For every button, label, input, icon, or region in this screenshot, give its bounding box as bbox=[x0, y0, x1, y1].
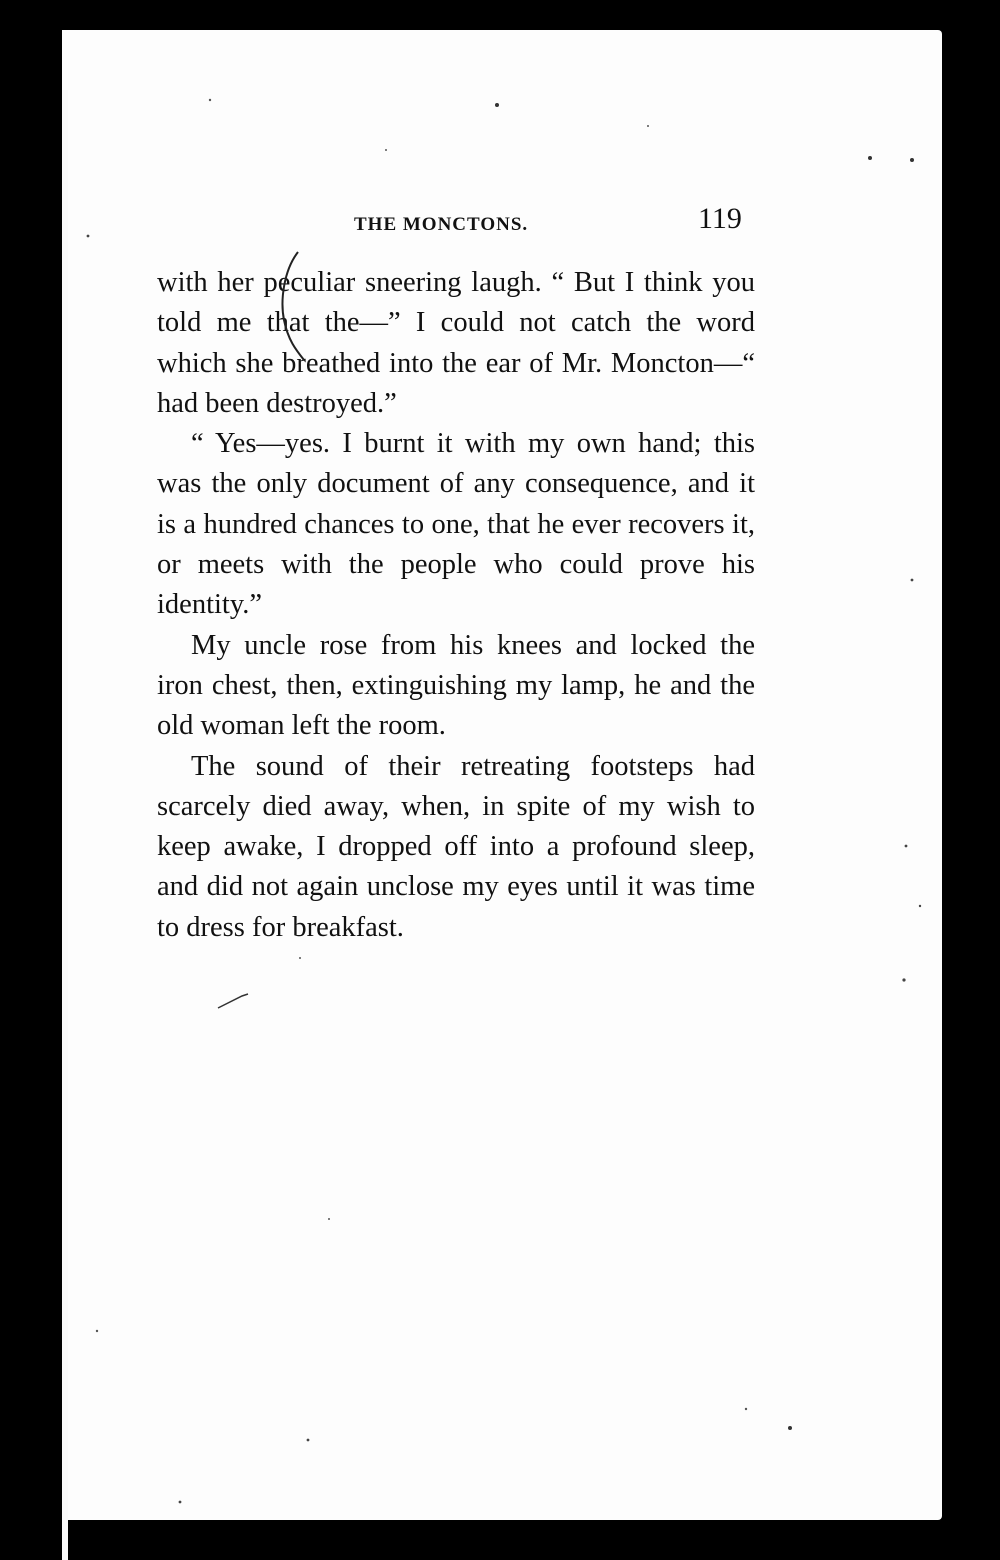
paragraph-2: “ Yes—yes. I burnt it with my own hand; this was the only document of any consequence, and it is a hundred chances to one, that he ever recovers it, or meets with the people who could prove his identity.” bbox=[157, 428, 755, 621]
paragraph-3: My uncle rose from his knees and locked the iron chest, then, extinguishing my lamp, he and the old woman left the room. bbox=[157, 629, 755, 742]
paragraph-4: The sound of their retreating footsteps had scarcely died away, when, in spite of my wish to keep awake, I dropped off into a profound sleep, and did not again unclose my eyes until it was time to dress for breakfast. bbox=[157, 750, 755, 943]
page-margin-strip bbox=[62, 90, 68, 1560]
page-binding-edge bbox=[38, 30, 62, 1520]
paragraph-1: with her peculiar sneering laugh. “ But I think you told me that the—” I could not catch the word which she breathed into the ear of Mr. Moncton—“ had been destroyed.” bbox=[157, 267, 755, 419]
running-head bbox=[0, 202, 1000, 242]
body-text bbox=[157, 263, 755, 948]
running-title: THE MONCTONS. bbox=[354, 214, 529, 235]
page-number: 119 bbox=[698, 202, 742, 235]
